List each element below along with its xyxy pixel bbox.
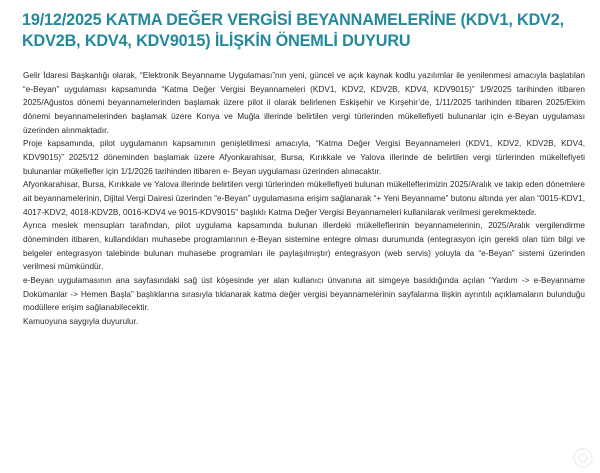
paragraph-signoff: Kamuoyuna saygıyla duyurulur. [23,316,139,326]
paragraph-integration: Ayrıca meslek mensupları tarafından, pilot uygulama kapsamında bulunan illerdeki mükelleflerinin beyannamelerinin, 2025/Aralık vergilendirme döneminden itibaren, kullandıkları muhasebe programlarının e-Beyan sistemine entegre olması durumunda (entegrasyon için gerekli olan tüm bilgi ve belgeler entegrasyon talebinde bulunan muhasebe programları ile paylaşılmıştır) entegrasyon (web servis) yoluyla da “e-Beyan” sistemi üzerinden verilmesi mümkündür. [23,221,585,272]
paragraph-filing-instructions: Afyonkarahisar, Bursa, Kırıkkale ve Yalova illerinde belirtilen vergi türlerinden mükellefiyeti bulunan mükelleflerimizin 2025/Aralık ve takip eden dönemlere ait beyannamelerinin, Dijital Vergi Dairesi üzerinden “e-Beyan” uygulamasına erişim sağlanarak “+ Yeni Beyanname” butonu altında yer alan “0015-KDV1, 4017-KDV2, 4018-KDV2B, 0016-KDV4 ve 9015-KDV9015” başlıklı Katma Değer Vergisi Beyannameleri kullanılarak verilmesi gerekmektedir. [23,180,585,217]
watermark-icon [572,447,594,469]
announcement-title: 19/12/2025 KATMA DEĞER VERGİSİ BEYANNAMELERİNE (KDV1, KDV2, KDV2B, KDV4, KDV9015) İLİŞKİN ÖNEMLİ DUYURU [22,11,564,50]
announcement-body [23,69,585,328]
paragraph-pilot-expansion: Proje kapsamında, pilot uygulamanın kapsamının genişletilmesi amacıyla, “Katma Değer Vergisi Beyannameleri (KDV1, KDV2, KDV2B, KDV4, KDV9015)” 2025/12 döneminden başlamak üzere Afyonkarahisar, Bursa, Kırıkkale ve Yalova illerinde de belirtilen vergi türlerinden mükellefiyeti bulunanlar mükellefler için 1/1/2026 tarihinden itibaren e- Beyan uygulaması üzerinden alınacaktır. [23,139,585,176]
paragraph-intro: Gelir İdaresi Başkanlığı olarak, “Elektronik Beyanname Uygulaması”nın yeni, güncel ve açık kaynak kodlu yazılımlar ile yenilenmesi amacıyla başlatılan “e-Beyan” uygulaması kapsamında “Katma Değer Vergisi Beyannameleri (KDV1, KDV2, KDV2B, KDV4, KDV9015)” 1/9/2025 tarihinden itibaren 2025/Ağustos dönemi beyannamelerinden başlamak üzere pilot il olarak belirlenen Eskişehir ve Kırşehir’de, 1/11/2025 tarihinden itibaren 2025/Ekim dönemi beyannamelerinden başlamak üzere Konya ve Muğla illerinde belirtilen vergi türlerinden mükellefiyeti bulunanlar için e-Beyan uygulaması üzerinden alınmaktadır. [23,71,585,135]
paragraph-help-guide: e-Beyan uygulamasının ana sayfasındaki sağ üst köşesinde yer alan kullanıcı ünvanına ait simgeye basıldığında açılan “Yardım -> e-Beyanname Dokümanlar -> Hemen Başla” başlıklarına sırasıyla tıklanarak katma değer vergisi beyannamelerinin sayfalarına ilişkin ayrıntılı açıklamaların bulunduğu modüllere erişim sağlanabilecektir. [23,275,585,313]
